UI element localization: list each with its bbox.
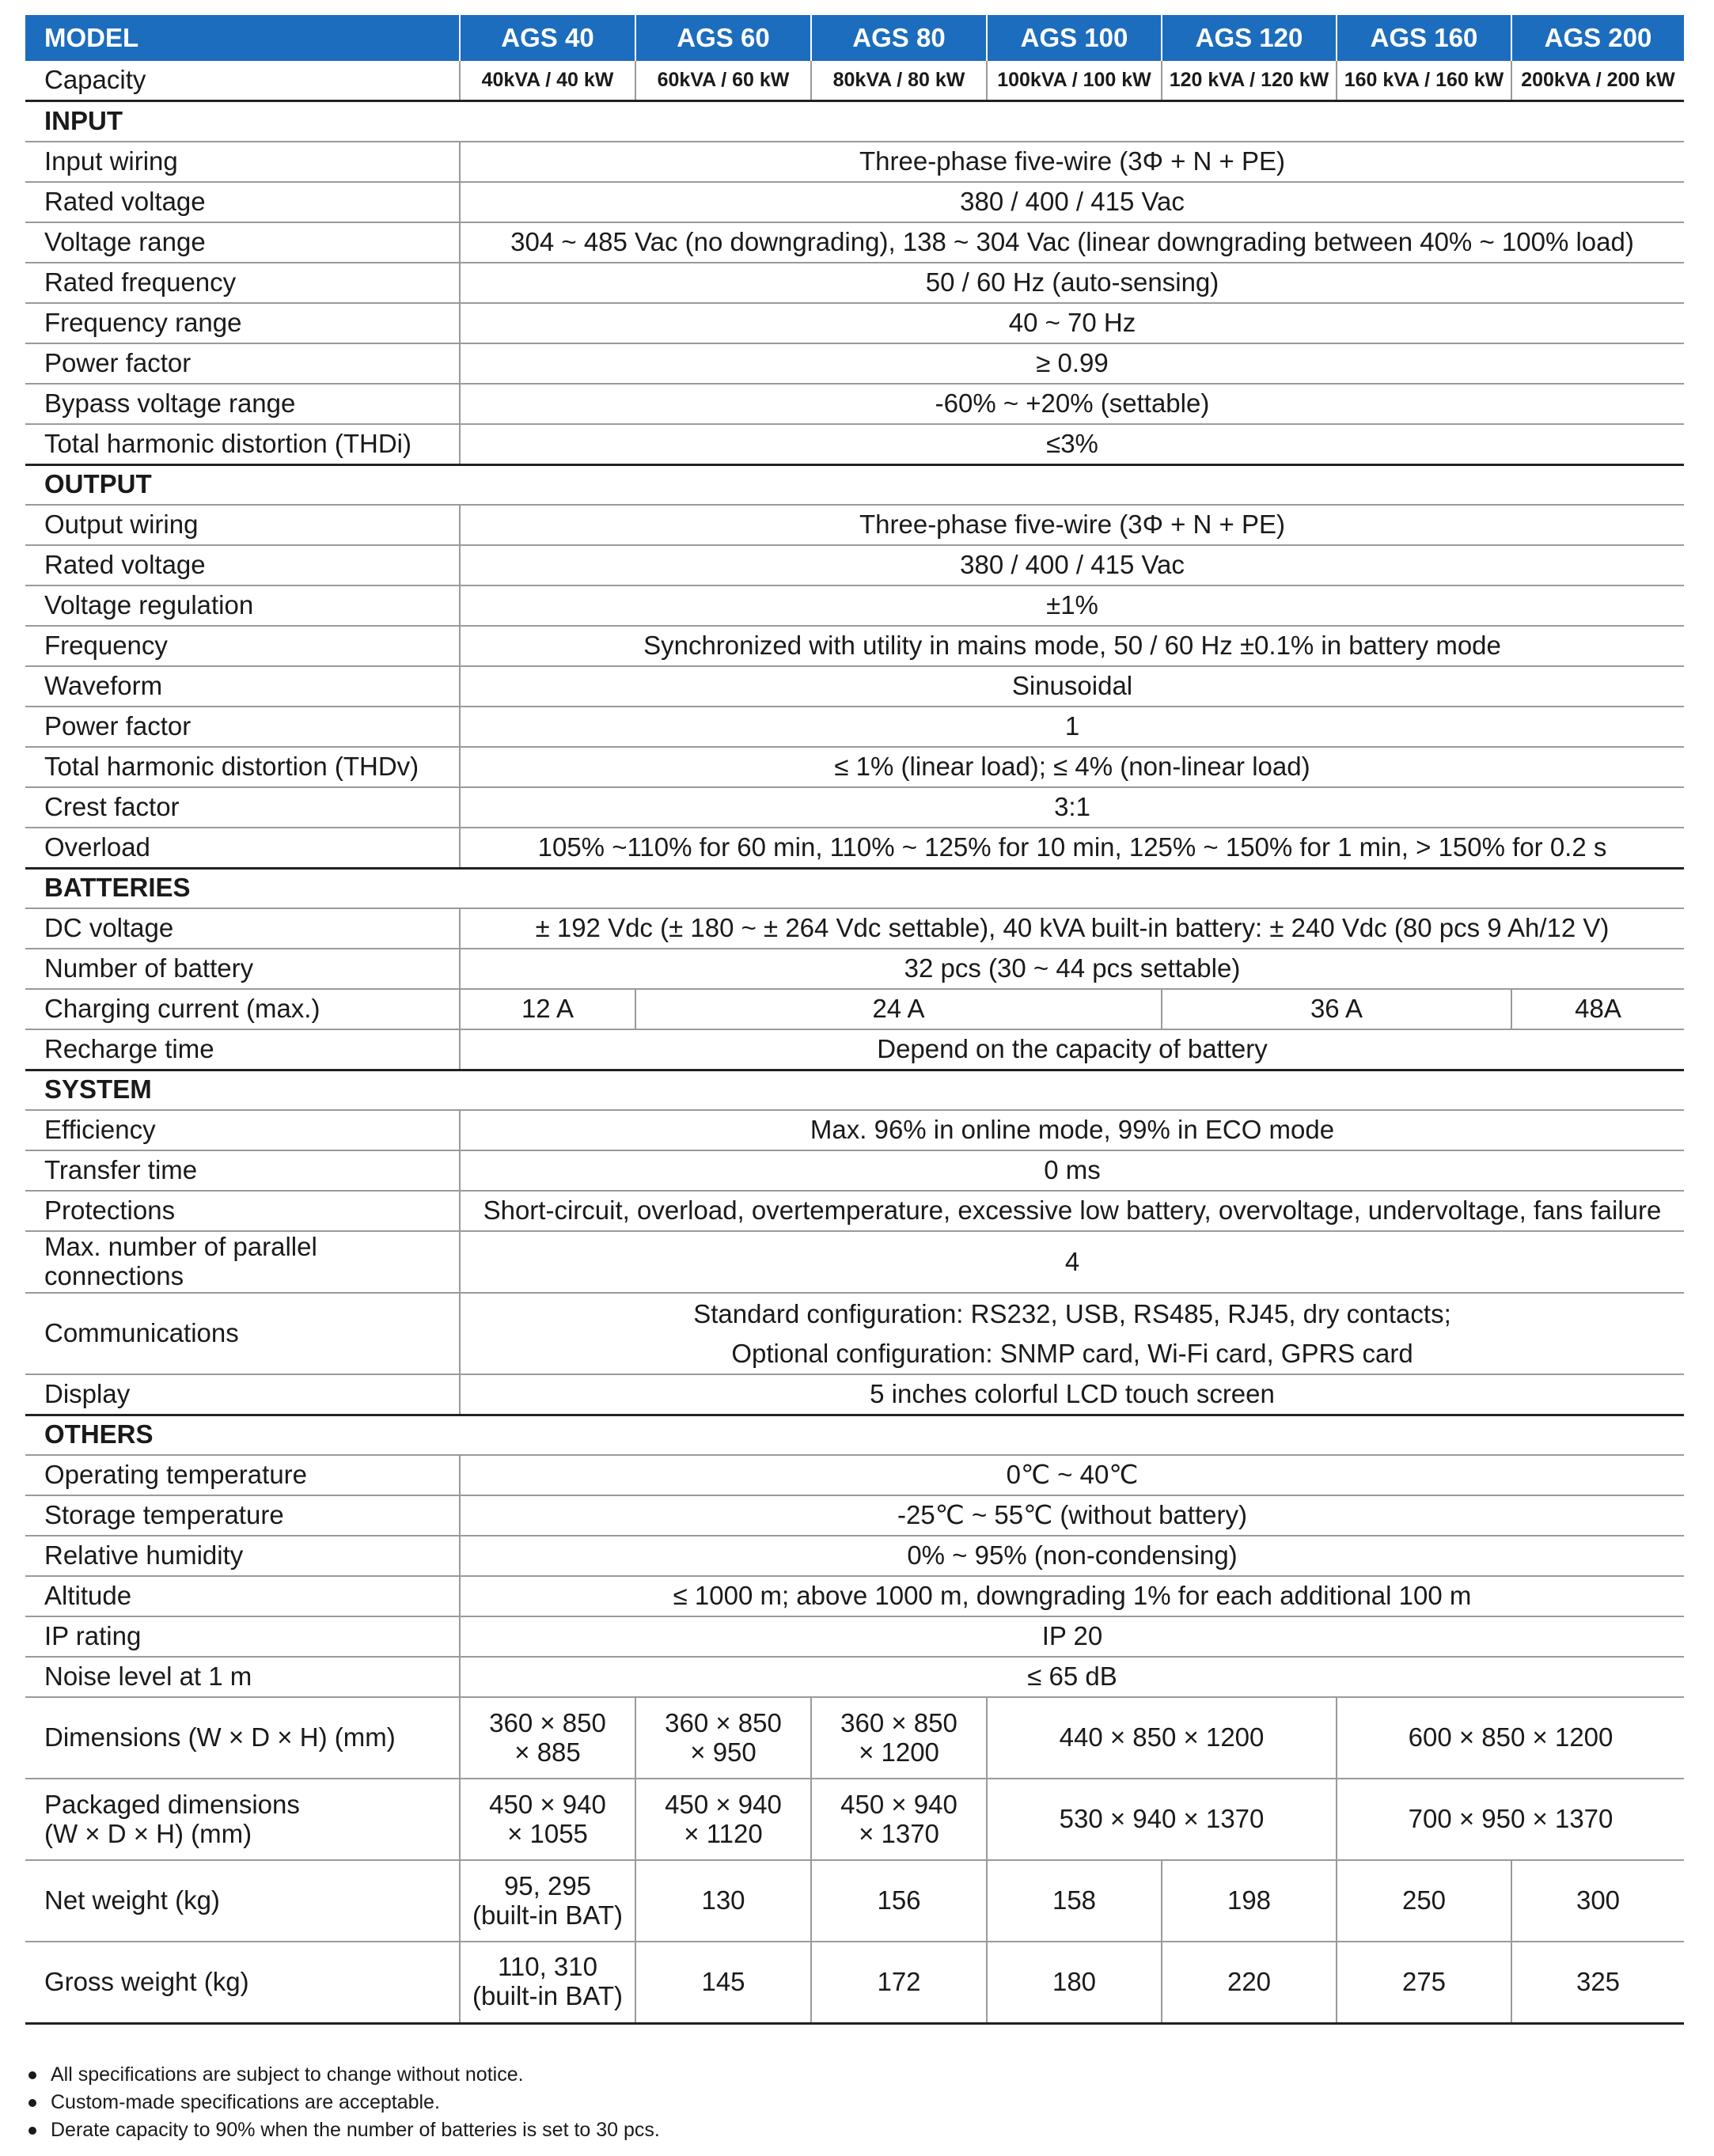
row-value: Three-phase five-wire (3Φ + N + PE) (460, 142, 1684, 182)
footnote-text: Custom-made specifications are acceptable. (51, 2091, 440, 2113)
row-value (460, 1293, 1684, 1374)
value-line: 450 × 940 (489, 1789, 606, 1819)
value-line: × 885 (514, 1737, 581, 1767)
gross-weight-ags80: 172 (811, 1942, 987, 2023)
value-line: × 1200 (859, 1737, 939, 1767)
capacity-value: 60kVA / 60 kW (635, 61, 811, 100)
row-value: Short-circuit, overload, overtemperature, excessive low battery, overvoltage, undervoltage, fans failure (460, 1191, 1684, 1231)
gross-weight-ags120: 220 (1162, 1942, 1337, 2023)
table-row (25, 1616, 1684, 1657)
table-row (25, 142, 1684, 182)
footnote-text: Derate capacity to 90% when the number of batteries is set to 30 pcs. (51, 2119, 660, 2141)
row-value: 0℃ ~ 40℃ (460, 1455, 1684, 1495)
table-row (25, 1536, 1684, 1576)
net-weight-ags160: 250 (1337, 1860, 1511, 1942)
net-weight-ags40 (460, 1860, 635, 1942)
row-value: 40 ~ 70 Hz (460, 303, 1684, 343)
row-value: 5 inches colorful LCD touch screen (460, 1374, 1684, 1415)
section-title-system: SYSTEM (25, 1070, 1684, 1110)
section-title-others: OTHERS (25, 1415, 1684, 1455)
table-row (25, 1374, 1684, 1415)
row-label: Charging current (max.) (25, 989, 460, 1029)
row-label: Altitude (25, 1576, 460, 1616)
footnote (28, 2061, 1611, 2089)
value-line: 360 × 850 (840, 1707, 957, 1737)
model-ags80: AGS 80 (811, 15, 987, 61)
model-ags160: AGS 160 (1337, 15, 1511, 61)
label-line: Max. number of parallel (44, 1232, 317, 1262)
row-label: Transfer time (25, 1150, 460, 1191)
row-label: Protections (25, 1191, 460, 1231)
row-label: Waveform (25, 666, 460, 707)
row-label: Total harmonic distortion (THDi) (25, 424, 460, 464)
footnote-text: All specifications are subject to change without notice. (51, 2063, 524, 2086)
row-label: DC voltage (25, 908, 460, 949)
table-row (25, 1110, 1684, 1150)
row-label: Crest factor (25, 787, 460, 828)
row-label: Communications (25, 1293, 460, 1374)
table-row (25, 1231, 1684, 1293)
gross-weight-ags60: 145 (635, 1942, 811, 2023)
row-value: 304 ~ 485 Vac (no downgrading), 138 ~ 304 Vac (linear downgrading between 40% ~ 100% load) (460, 222, 1684, 263)
table-row (25, 707, 1684, 747)
table-row (25, 1150, 1684, 1191)
table-row (25, 424, 1684, 464)
table-row (25, 1860, 1684, 1942)
row-label: Rated voltage (25, 182, 460, 222)
table-row (25, 222, 1684, 263)
row-value: 0% ~ 95% (non-condensing) (460, 1536, 1684, 1576)
table-row (25, 384, 1684, 424)
charging-current-ags200: 48A (1511, 989, 1684, 1029)
charging-current-ags60-100: 24 A (635, 989, 1162, 1029)
capacity-value: 80kVA / 80 kW (811, 61, 987, 100)
table-row (25, 1029, 1684, 1070)
table-row (25, 1495, 1684, 1536)
row-label: Frequency range (25, 303, 460, 343)
row-value: IP 20 (460, 1616, 1684, 1657)
dimensions-ags40 (460, 1697, 635, 1779)
gross-weight-ags100: 180 (987, 1942, 1162, 2023)
value-line: 360 × 850 (489, 1707, 606, 1737)
row-label: Frequency (25, 626, 460, 666)
section-title-output: OUTPUT (25, 464, 1684, 505)
row-label: Overload (25, 828, 460, 868)
table-row (25, 263, 1684, 303)
row-label: Recharge time (25, 1029, 460, 1070)
row-value: ≤ 1000 m; above 1000 m, downgrading 1% for each additional 100 m (460, 1576, 1684, 1616)
dimensions-ags80 (811, 1697, 987, 1779)
gross-weight-ags40 (460, 1942, 635, 2023)
row-label: Voltage regulation (25, 585, 460, 626)
row-value: 32 pcs (30 ~ 44 pcs settable) (460, 949, 1684, 989)
row-value: Three-phase five-wire (3Φ + N + PE) (460, 505, 1684, 545)
value-line: 95, 295 (503, 1870, 592, 1900)
row-value: -60% ~ +20% (settable) (460, 384, 1684, 424)
gross-weight-ags160: 275 (1337, 1942, 1511, 2023)
bullet-icon (28, 2071, 36, 2079)
charging-current-ags120-160: 36 A (1162, 989, 1511, 1029)
row-value: ≥ 0.99 (460, 343, 1684, 384)
row-label: Bypass voltage range (25, 384, 460, 424)
value-line: 450 × 940 (665, 1789, 782, 1819)
table-row (25, 1455, 1684, 1495)
table-row (25, 1576, 1684, 1616)
row-label: Efficiency (25, 1110, 460, 1150)
row-label: IP rating (25, 1616, 460, 1657)
label-line: Packaged dimensions (44, 1789, 300, 1819)
row-label: Relative humidity (25, 1536, 460, 1576)
table-row (25, 303, 1684, 343)
row-value: Sinusoidal (460, 666, 1684, 707)
capacity-value: 120 kVA / 120 kW (1162, 61, 1337, 100)
row-label (25, 1231, 460, 1293)
packaged-ags40 (460, 1779, 635, 1860)
table-row (25, 989, 1684, 1029)
model-label: MODEL (25, 15, 460, 61)
row-value: 0 ms (460, 1150, 1684, 1191)
net-weight-ags120: 198 (1162, 1860, 1337, 1942)
capacity-value: 200kVA / 200 kW (1511, 61, 1684, 100)
section-title-input: INPUT (25, 100, 1684, 142)
table-row (25, 666, 1684, 707)
row-value: 50 / 60 Hz (auto-sensing) (460, 263, 1684, 303)
row-value: 105% ~110% for 60 min, 110% ~ 125% for 10 min, 125% ~ 150% for 1 min, > 150% for 0.2 s (460, 828, 1684, 868)
table-row (25, 585, 1684, 626)
capacity-value: 100kVA / 100 kW (987, 61, 1162, 100)
value-line: (built-in BAT) (472, 1981, 624, 2011)
table-row (25, 949, 1684, 989)
row-label: Gross weight (kg) (25, 1942, 460, 2023)
net-weight-ags200: 300 (1511, 1860, 1684, 1942)
value-line: (built-in BAT) (472, 1900, 624, 1930)
table-row (25, 343, 1684, 384)
row-label: Number of battery (25, 949, 460, 989)
row-value: ≤ 65 dB (460, 1657, 1684, 1697)
row-value: ≤3% (460, 424, 1684, 464)
row-value: Synchronized with utility in mains mode, 50 / 60 Hz ±0.1% in battery mode (460, 626, 1684, 666)
table-row (25, 1942, 1684, 2023)
value-line: Optional configuration: SNMP card, Wi-Fi card, GPRS card (731, 1338, 1413, 1368)
table-row (25, 1657, 1684, 1697)
row-label: Rated frequency (25, 263, 460, 303)
table-row (25, 787, 1684, 828)
table-row (25, 747, 1684, 787)
row-label: Dimensions (W × D × H) (mm) (25, 1697, 460, 1779)
row-value: ± 192 Vdc (± 180 ~ ± 264 Vdc settable), 40 kVA built-in battery: ± 240 Vdc (80 pcs 9 Ah/12 V) (460, 908, 1684, 949)
row-value: ≤ 1% (linear load); ≤ 4% (non-linear load) (460, 747, 1684, 787)
label-line: (W × D × H) (mm) (44, 1818, 252, 1848)
row-value: ±1% (460, 585, 1684, 626)
table-row (25, 908, 1684, 949)
charging-current-ags40: 12 A (460, 989, 635, 1029)
section-title-batteries: BATTERIES (25, 868, 1684, 908)
footnotes (28, 2061, 1611, 2144)
table-row (25, 545, 1684, 585)
table-row (25, 1293, 1684, 1374)
row-label: Input wiring (25, 142, 460, 182)
capacity-label: Capacity (25, 61, 460, 100)
model-ags40: AGS 40 (460, 15, 635, 61)
dimensions-ags160-200: 600 × 850 × 1200 (1337, 1697, 1684, 1779)
value-line: Standard configuration: RS232, USB, RS485, RJ45, dry contacts; (693, 1299, 1451, 1328)
net-weight-ags100: 158 (987, 1860, 1162, 1942)
value-line: × 1120 (684, 1818, 763, 1848)
footnote (28, 2089, 1611, 2116)
net-weight-ags80: 156 (811, 1860, 987, 1942)
model-ags100: AGS 100 (987, 15, 1162, 61)
bullet-icon (28, 2127, 36, 2135)
row-label: Display (25, 1374, 460, 1415)
value-line: 360 × 850 (665, 1707, 782, 1737)
row-value: Depend on the capacity of battery (460, 1029, 1684, 1070)
capacity-row (25, 61, 1684, 100)
row-label: Storage temperature (25, 1495, 460, 1536)
gross-weight-ags200: 325 (1511, 1942, 1684, 2023)
row-value: 1 (460, 707, 1684, 747)
row-value: 380 / 400 / 415 Vac (460, 182, 1684, 222)
label-line: connections (44, 1261, 184, 1290)
model-ags60: AGS 60 (635, 15, 811, 61)
dimensions-ags60 (635, 1697, 811, 1779)
row-value: Max. 96% in online mode, 99% in ECO mode (460, 1110, 1684, 1150)
row-label: Total harmonic distortion (THDv) (25, 747, 460, 787)
model-header-row (25, 15, 1684, 61)
net-weight-ags60: 130 (635, 1860, 811, 1942)
table-row (25, 1191, 1684, 1231)
table-row (25, 1779, 1684, 1860)
row-label: Operating temperature (25, 1455, 460, 1495)
row-label: Noise level at 1 m (25, 1657, 460, 1697)
spec-table (25, 15, 1684, 2025)
packaged-ags100-120: 530 × 940 × 1370 (987, 1779, 1337, 1860)
table-row (25, 626, 1684, 666)
row-value: 3:1 (460, 787, 1684, 828)
table-row (25, 828, 1684, 868)
value-line: × 1055 (507, 1818, 588, 1848)
row-label (25, 1779, 460, 1860)
row-label: Power factor (25, 343, 460, 384)
row-label: Rated voltage (25, 545, 460, 585)
row-label: Voltage range (25, 222, 460, 263)
row-label: Output wiring (25, 505, 460, 545)
packaged-ags80 (811, 1779, 987, 1860)
bullet-icon (28, 2099, 36, 2107)
value-line: × 1370 (859, 1818, 939, 1848)
packaged-ags60 (635, 1779, 811, 1860)
model-ags200: AGS 200 (1511, 15, 1684, 61)
row-value: 4 (460, 1231, 1684, 1293)
table-row (25, 1697, 1684, 1779)
footnote (28, 2116, 1611, 2144)
row-value: -25℃ ~ 55℃ (without battery) (460, 1495, 1684, 1536)
packaged-ags160-200: 700 × 950 × 1370 (1337, 1779, 1684, 1860)
value-line: 110, 310 (497, 1952, 597, 1982)
capacity-value: 160 kVA / 160 kW (1337, 61, 1511, 100)
row-label: Power factor (25, 707, 460, 747)
value-line: × 950 (690, 1737, 757, 1767)
capacity-value: 40kVA / 40 kW (460, 61, 635, 100)
model-ags120: AGS 120 (1162, 15, 1337, 61)
row-label: Net weight (kg) (25, 1860, 460, 1942)
value-line: 450 × 940 (840, 1789, 957, 1819)
dimensions-ags100-120: 440 × 850 × 1200 (987, 1697, 1337, 1779)
table-row (25, 505, 1684, 545)
row-value: 380 / 400 / 415 Vac (460, 545, 1684, 585)
table-row (25, 182, 1684, 222)
